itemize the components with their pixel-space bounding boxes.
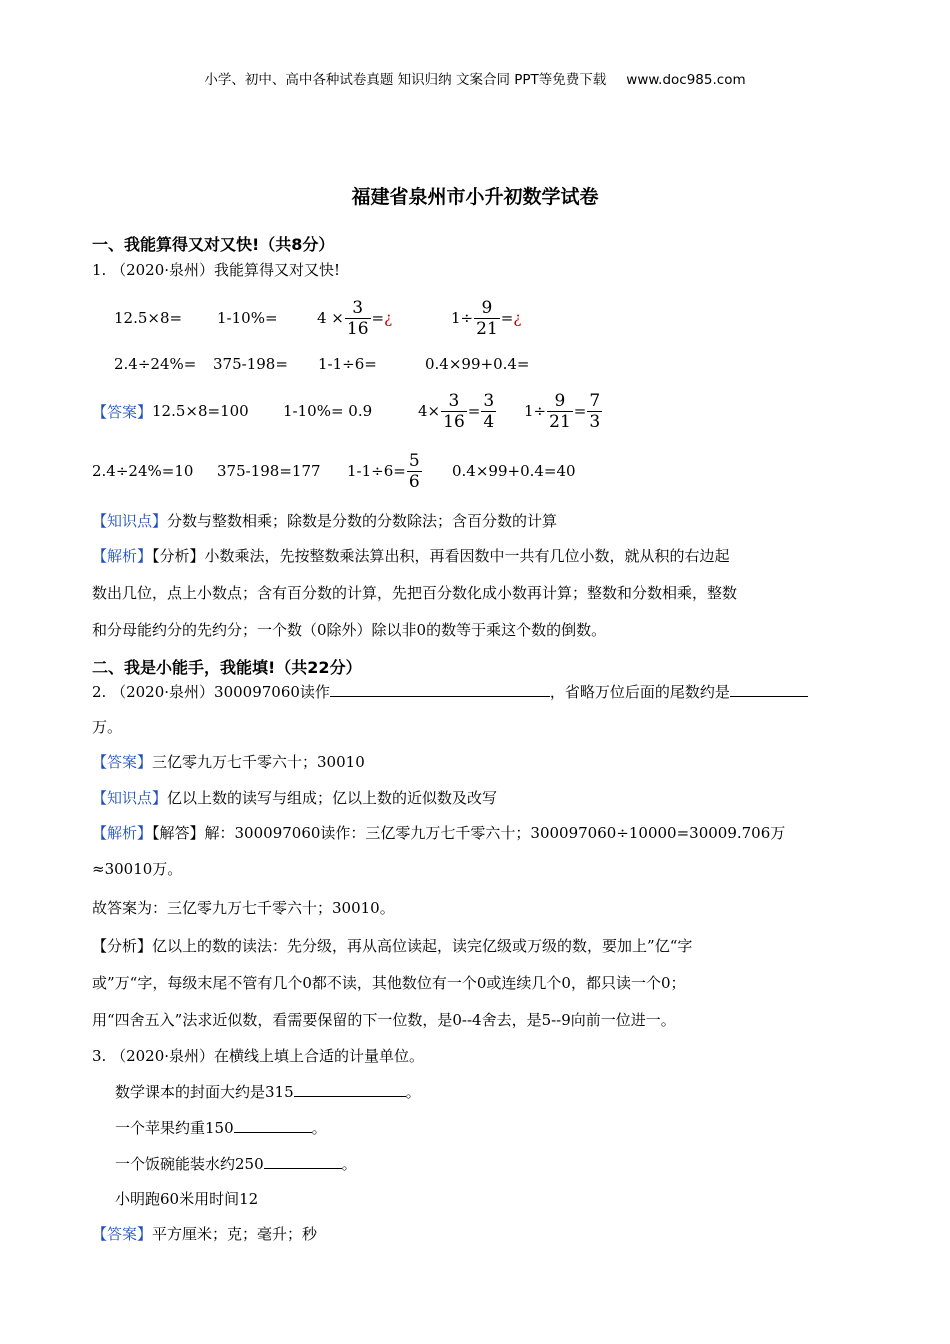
page-title: 福建省泉州市小升初数学试卷 [351,186,599,208]
q3-item: 小明跑60米用时间12 [115,1190,259,1208]
q1-analysis-line: 【解析】【分析】小数乘法，先按整数乘法算出积，再看因数中一共有几位小数，就从积的右边起 [92,547,730,565]
q1-item: 375-198= [213,355,288,373]
section-2-heading: 二、我是小能手，我能填!（共22分） [92,658,362,677]
fraction: $\frac{9}{21}$ [476,297,498,339]
q2-stem: 2. （2020·泉州）300097060读作 ，省略万位后面的尾数约是 [92,681,808,702]
q1-answer-item: 1-1÷6= $\frac{5}{6}$ [347,450,420,492]
q2-analysis-line: 【分析】亿以上的数的读法：先分级，再从高位读起，读完亿级或万级的数，要加上”亿“字 [92,937,693,955]
q3-item: 一个苹果约重150 。 [115,1119,327,1137]
q2-analysis-line: 用“四舍五入”法求近似数，看需要保留的下一位数，是0--4舍去，是5--9向前一位进一。 [92,1011,676,1029]
q2-analysis-line: 故答案为：三亿零九万七千零六十；30010。 [92,899,395,917]
q2-analysis-line: ≈30010万。 [92,860,183,878]
q2-analysis-line: 或”万“字，每级末尾不管有几个0都不读，其他数位有一个0或连续几个0，都只读一个0； [92,974,686,992]
q3-answer: 【答案】平方厘米；克；毫升；秒 [92,1225,318,1243]
fraction: $\frac{3}{4}$ [483,390,495,432]
q1-item: 2.4÷24%= [114,355,197,373]
q2-knowledge-point: 【知识点】亿以上数的读写与组成；亿以上数的近似数及改写 [92,789,498,807]
answer-blank[interactable] [330,681,550,697]
q1-item: 0.4×99+0.4= [425,355,530,373]
page-header [0,68,950,88]
q3-item: 一个饭碗能装水约250 。 [115,1155,357,1173]
q1-item: 1-10%= [217,309,278,327]
answer-blank[interactable] [264,1153,342,1169]
fraction: $\frac{3}{16}$ [443,390,465,432]
q1-analysis-line: 和分母能约分的先约分；一个数（0除外）除以非0的数等于乘这个数的倒数。 [92,621,607,639]
analysis-sub-tag: 【分析】 [92,937,153,955]
q2-answer: 【答案】三亿零九万七千零六十；30010 [92,753,365,771]
q3-stem: 3. （2020·泉州）在横线上填上合适的计量单位。 [92,1047,425,1065]
q1-item: 12.5×8= [114,309,183,327]
q2-analysis-line: 【解析】【解答】解：300097060读作：三亿零九万七千零六十；300097060÷10000=30009.706万 [92,824,786,842]
analysis-tag: 【解析】 [92,824,153,842]
knowledge-tag: 【知识点】 [92,789,168,807]
q1-answer-item: 1÷ $\frac{9}{21}$ = $\frac{7}{3}$ [524,390,601,432]
analysis-tag: 【解析】 [92,547,153,565]
q1-stem: 1. （2020·泉州）我能算得又对又快! [92,261,341,279]
q1-item-fraction-expr: 4 × $\frac{3}{16}$ = ¿ [317,297,393,339]
header-text: 小学、初中、高中各种试卷真题 知识归纳 文案合同 PPT等免费下载 [204,72,607,88]
q1-knowledge-point: 【知识点】分数与整数相乘；除数是分数的分数除法；含百分数的计算 [92,512,558,530]
fraction: $\frac{5}{6}$ [408,450,420,492]
section-1-heading: 一、我能算得又对又快!（共8分） [92,235,335,254]
header-site-link[interactable]: www.doc985.com [626,72,746,88]
fraction: $\frac{9}{21}$ [549,390,571,432]
q1-analysis-line: 数出几位，点上小数点；含有百分数的计算，先把百分数化成小数再计算；整数和分数相乘，整数 [92,584,738,602]
fraction: $\frac{7}{3}$ [589,390,601,432]
q1-answer-item: 1-10%= 0.9 [283,402,373,420]
q1-answer-item: 375-198=177 [217,462,321,480]
answer-tag: 【答案】 [92,1225,153,1243]
answer-blank[interactable] [294,1081,406,1097]
q1-item: 1-1÷6= [318,355,377,373]
q1-answer-item: 2.4÷24%=10 [92,462,194,480]
q1-answer-item: 0.4×99+0.4=40 [452,462,576,480]
q1-item-fraction-expr: 1÷ $\frac{9}{21}$ = ¿ [451,297,522,339]
knowledge-tag: 【知识点】 [92,512,168,530]
answer-blank[interactable] [730,681,808,697]
answer-tag: 【答案】 [92,753,153,771]
q1-answer-item: 4× $\frac{3}{16}$ = $\frac{3}{4}$ [418,390,495,432]
q3-item: 数学课本的封面大约是315 。 [115,1083,421,1101]
answer-blank[interactable] [234,1117,312,1133]
fraction: $\frac{3}{16}$ [346,297,369,339]
answer-tag: 【答案】 [92,402,153,421]
q2-stem-end: 万。 [92,718,123,736]
q1-answer: 【答案】 12.5×8=100 [92,402,249,421]
